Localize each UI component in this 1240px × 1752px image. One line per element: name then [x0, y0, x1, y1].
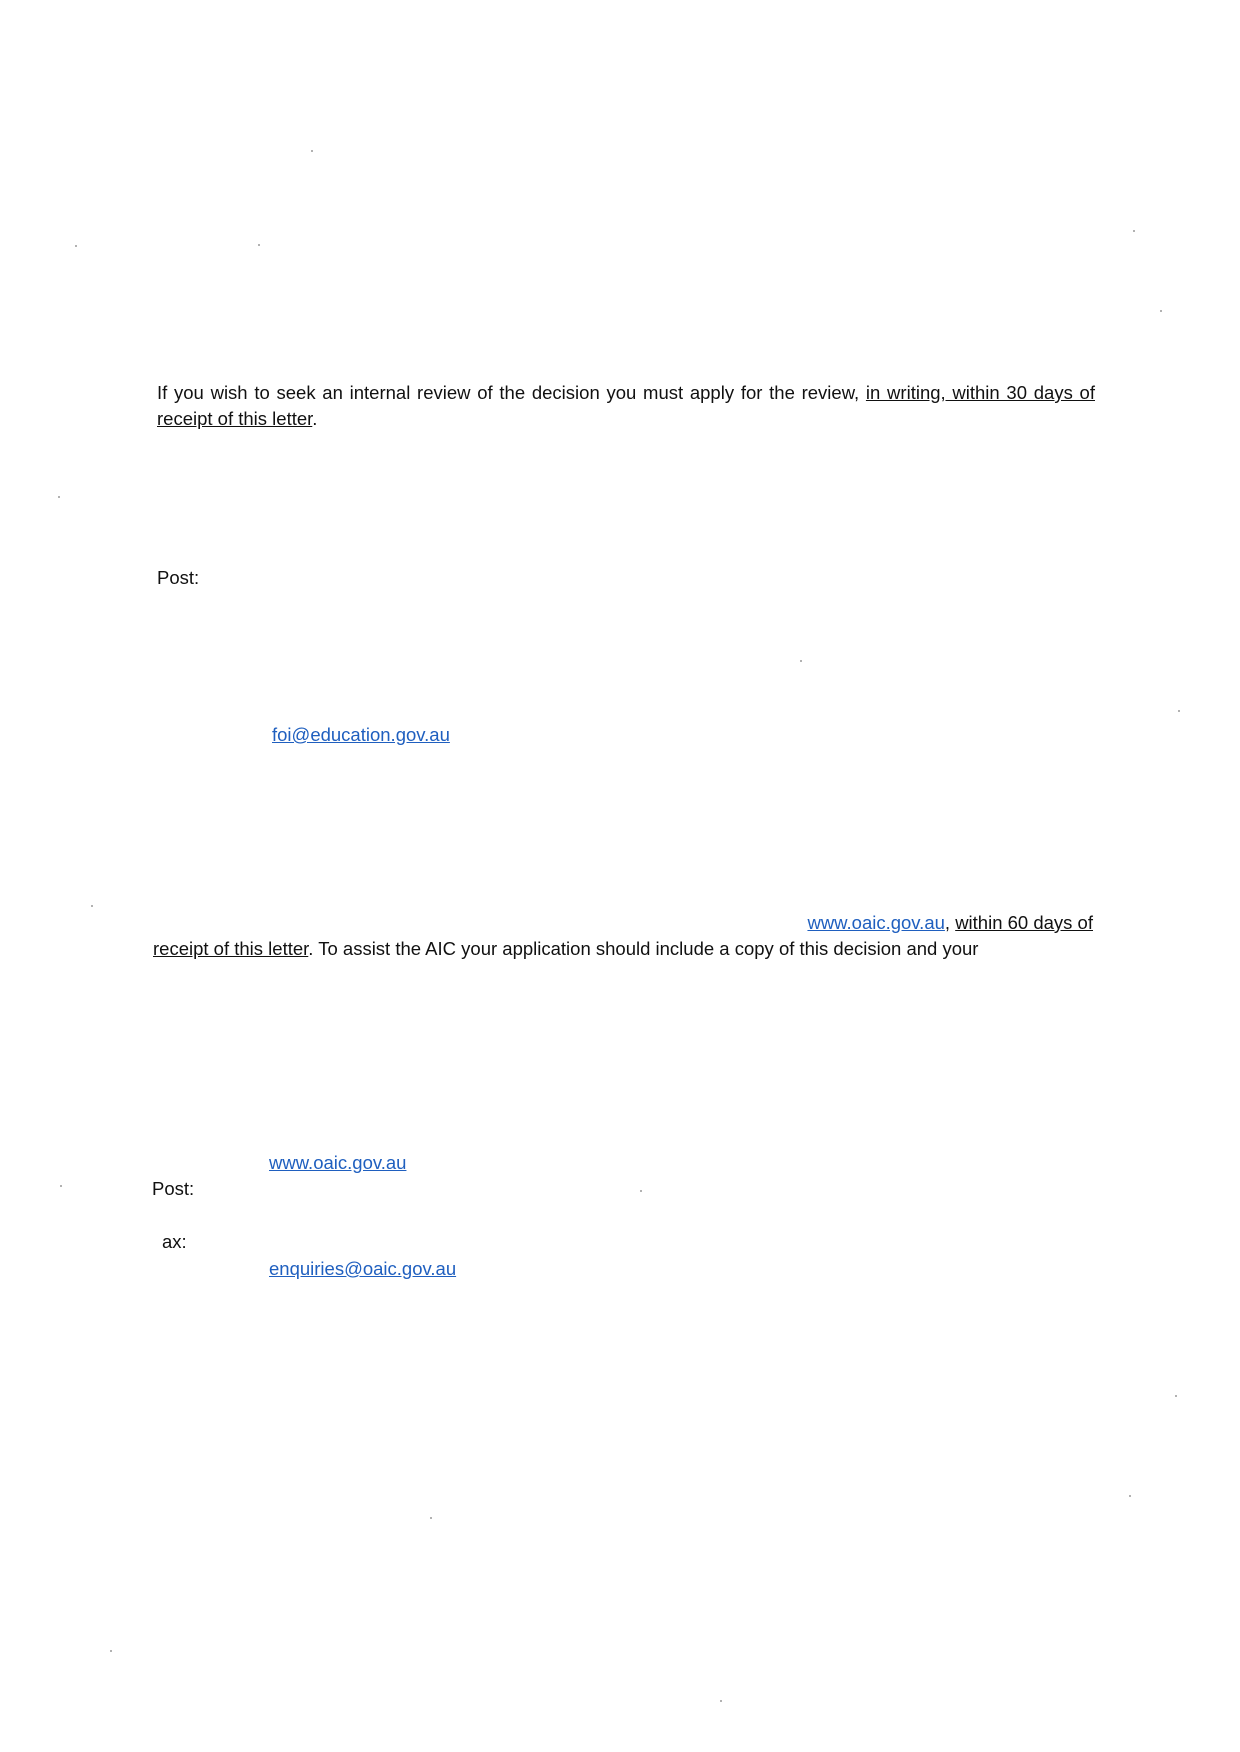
scan-speck: [1129, 1495, 1131, 1497]
scan-speck: [258, 244, 260, 246]
scan-speck: [430, 1517, 432, 1519]
internal-review-text: If you wish to seek an internal review of the decision you must apply for the review,: [157, 382, 866, 403]
scan-speck: [1178, 710, 1180, 712]
oaic-website-contact-link[interactable]: www.oaic.gov.au: [269, 1152, 407, 1173]
scan-speck: [311, 150, 313, 152]
aic-review-paragraph: [153, 910, 1093, 936]
aic-review-deadline-start: within 60 days of: [955, 912, 1093, 933]
scan-speck: [60, 1185, 62, 1187]
scan-speck: [110, 1650, 112, 1652]
internal-review-paragraph: [157, 380, 1095, 432]
aic-review-paragraph-line2: [153, 936, 1093, 962]
contact-post-label: Post:: [152, 1178, 195, 1199]
oaic-enquiries-email-link[interactable]: enquiries@oaic.gov.au: [269, 1258, 457, 1279]
scan-speck: [1160, 310, 1162, 312]
internal-review-period: .: [312, 408, 318, 429]
internal-review-deadline: in writing, within 30 days of receipt of this letter: [157, 382, 1095, 429]
foi-email-link[interactable]: foi@education.gov.au: [272, 724, 450, 745]
aic-review-deadline-end: receipt of this letter: [153, 938, 309, 959]
scan-speck: [75, 245, 77, 247]
contact-fax-label: ax:: [162, 1231, 187, 1252]
scan-speck: [58, 496, 60, 498]
scan-speck: [1175, 1395, 1177, 1397]
post-label: Post:: [157, 567, 200, 588]
aic-review-text: . To assist the AIC your application should include a copy of this decision and your: [308, 938, 979, 959]
aic-review-separator: ,: [944, 912, 956, 933]
oaic-website-link[interactable]: www.oaic.gov.au: [807, 912, 945, 933]
scan-speck: [1133, 230, 1135, 232]
scan-speck: [800, 660, 802, 662]
scan-speck: [640, 1190, 642, 1192]
scan-speck: [91, 905, 93, 907]
scan-speck: [720, 1700, 722, 1702]
